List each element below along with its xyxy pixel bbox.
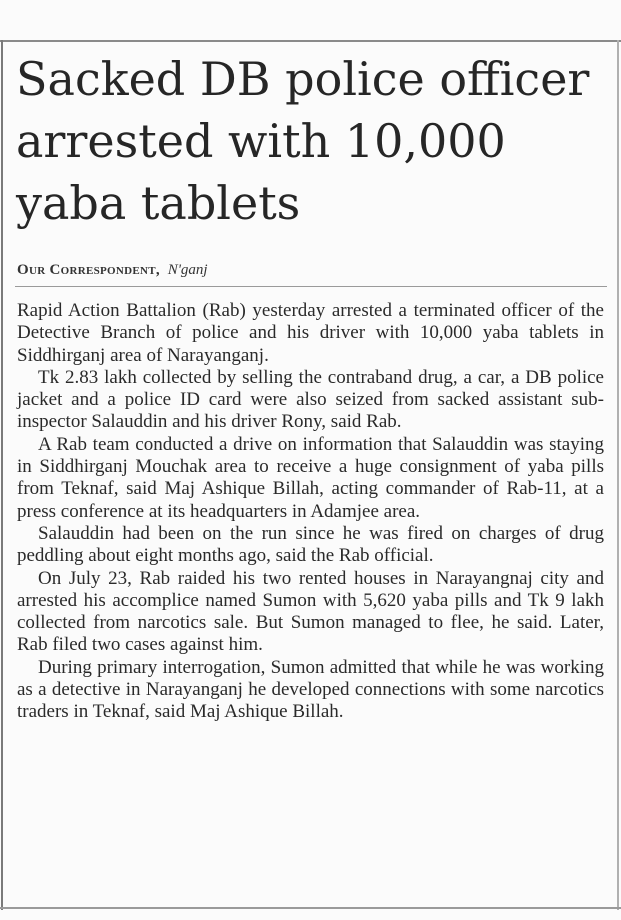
right-border-rule <box>617 40 619 910</box>
article-body <box>17 300 604 724</box>
article-paragraph: Rapid Action Battalion (Rab) yesterday arrested a terminated officer of the Detective Branch of police and his driver with 10,000 yaba tablets in Siddhirganj area of Narayanganj. <box>17 300 604 366</box>
article-paragraph: On July 23, Rab raided his two rented houses in Narayangnaj city and arrested his accomplice named Sumon with 5,620 yaba pills and Tk 9 lakh collected from narcotics sale. But Sumon managed to flee, he said. Later, Rab filed two cases against him. <box>17 567 604 656</box>
byline-author: Our Correspondent, <box>17 262 160 278</box>
top-border-rule <box>0 40 621 42</box>
byline-dateline: N'ganj <box>167 262 208 278</box>
article-paragraph: Tk 2.83 lakh collected by selling the contraband drug, a car, a DB police jacket and a police ID card were also seized from sacked assistant sub-inspector Salauddin and his driver Rony, said Rab. <box>17 366 604 433</box>
bottom-border-rule <box>0 907 621 909</box>
article-headline: Sacked DB police officer arrested with 10,000 yaba tablets <box>16 52 590 230</box>
article-paragraph: A Rab team conducted a drive on information that Salauddin was staying in Siddhirganj Mouchak area to receive a huge consignment of yaba pills from Teknaf, said Maj Ashique Billah, acting commander of Rab-11, at a press conference at its headquarters in Adamjee area. <box>17 433 604 522</box>
byline-divider <box>15 286 607 287</box>
byline <box>17 262 208 279</box>
article-paragraph: Salauddin had been on the run since he was fired on charges of drug peddling about eight months ago, said the Rab official. <box>17 522 604 567</box>
left-border-rule <box>1 40 3 910</box>
article-paragraph: During primary interrogation, Sumon admitted that while he was working as a detective in Narayanganj he developed connections with some narcotics traders in Teknaf, said Maj Ashique Billah. <box>17 656 604 723</box>
